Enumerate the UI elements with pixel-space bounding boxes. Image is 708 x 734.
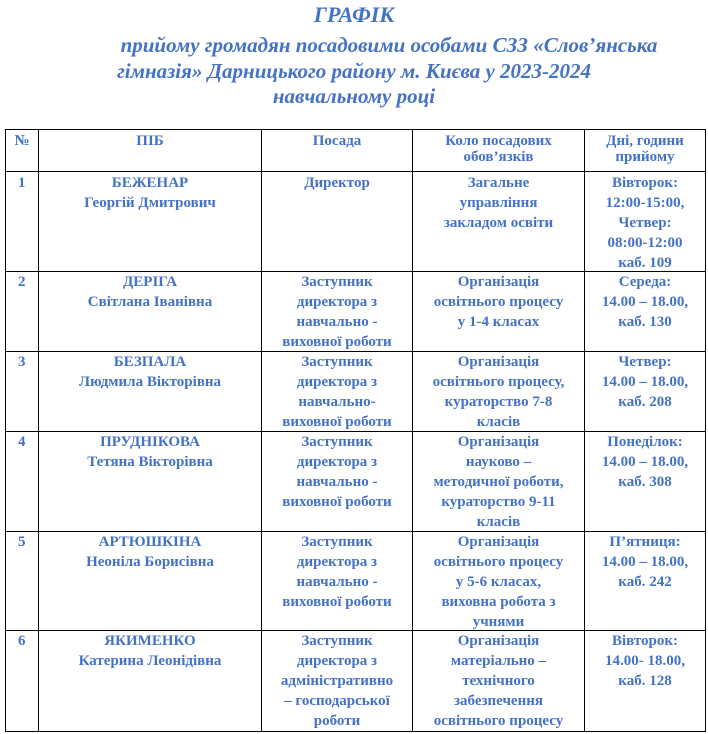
schedule-line: Вівторок: xyxy=(611,175,679,191)
position-cell xyxy=(262,432,413,532)
duties-line: технічного xyxy=(462,673,535,689)
position-line: виховної роботи xyxy=(282,594,392,610)
position-line: Директор xyxy=(304,175,370,191)
person-name-cell xyxy=(39,272,262,352)
schedule-cell xyxy=(585,432,706,532)
table-row xyxy=(6,532,706,631)
schedule-line: 14.00- 18.00, xyxy=(605,653,685,669)
header-number: № xyxy=(6,130,39,172)
duties-line: науково – xyxy=(465,454,532,470)
subtitle-line: навчальному році xyxy=(272,84,436,108)
schedule-line: Понеділок: xyxy=(607,434,683,450)
duties-cell xyxy=(413,532,585,631)
row-number: 4 xyxy=(6,432,39,532)
position-line: директора з xyxy=(296,374,378,390)
duties-cell xyxy=(413,352,585,432)
table-row xyxy=(6,172,706,272)
duties-line: кураторство 9-11 xyxy=(441,494,556,510)
schedule-table xyxy=(5,129,706,732)
given-names: Людмила Вікторівна xyxy=(78,374,222,390)
duties-cell xyxy=(413,631,585,732)
table-row xyxy=(6,432,706,532)
duties-line: Організація xyxy=(457,633,540,649)
duties-cell xyxy=(413,172,585,272)
table-header-row xyxy=(6,130,706,172)
table-row xyxy=(6,272,706,352)
duties-line: управління xyxy=(459,195,538,211)
header-schedule: Дні, години прийому xyxy=(585,130,706,172)
duties-line: матеріально – xyxy=(450,653,547,669)
duties-line: учнями xyxy=(472,614,525,630)
duties-line: Організація xyxy=(457,534,540,550)
header-duties: Коло посадових обов’язків xyxy=(413,130,585,172)
duties-line: класів xyxy=(476,514,521,530)
duties-line: Організація xyxy=(457,354,540,370)
duties-line: Організація xyxy=(457,274,540,290)
surname: ПРУДНІКОВА xyxy=(100,434,200,450)
position-line: Заступник xyxy=(301,534,373,550)
duties-line: Загальне xyxy=(467,175,530,191)
schedule-line: каб. 130 xyxy=(618,314,672,330)
schedule-line: каб. 208 xyxy=(618,394,672,410)
given-names: Тетяна Вікторівна xyxy=(87,454,213,470)
given-names: Неоніла Борисівна xyxy=(86,554,214,570)
person-name-cell xyxy=(39,532,262,631)
surname: БЕЖЕНАР xyxy=(111,175,189,191)
position-line: Заступник xyxy=(301,354,373,370)
person-name-cell xyxy=(39,172,262,272)
position-line: роботи xyxy=(313,713,361,729)
schedule-line: каб. 242 xyxy=(618,574,672,590)
duties-line: Організація xyxy=(457,434,540,450)
schedule-line: 14.00 – 18.00, xyxy=(601,454,689,470)
surname: ДЕРІГА xyxy=(122,274,178,290)
schedule-line: каб. 109 xyxy=(618,255,672,271)
person-name-cell xyxy=(39,432,262,532)
given-names: Георгій Дмитрович xyxy=(84,195,216,211)
position-cell xyxy=(262,631,413,732)
position-line: Заступник xyxy=(301,274,373,290)
duties-line: освітнього процесу, xyxy=(432,374,565,390)
row-number: 2 xyxy=(6,272,39,352)
schedule-line: каб. 308 xyxy=(618,474,672,490)
schedule-cell xyxy=(585,631,706,732)
position-cell xyxy=(262,172,413,272)
position-line: навчально - xyxy=(296,314,378,330)
schedule-cell xyxy=(585,172,706,272)
document-subtitle xyxy=(0,33,708,110)
schedule-line: Четвер: xyxy=(618,215,672,231)
schedule-line: 08:00-12:00 xyxy=(607,235,683,251)
subtitle-line: прийому громадян посадовими особами СЗЗ «Слов’янська xyxy=(120,33,658,57)
position-line: директора з xyxy=(296,554,378,570)
schedule-cell xyxy=(585,272,706,352)
duties-line: освітнього процесу xyxy=(433,294,564,310)
position-line: навчально- xyxy=(298,394,376,410)
header-position: Посада xyxy=(262,130,413,172)
position-line: виховної роботи xyxy=(282,414,392,430)
schedule-line: 14.00 – 18.00, xyxy=(601,554,689,570)
position-line: директора з xyxy=(296,653,378,669)
position-line: директора з xyxy=(296,454,378,470)
duties-line: закладом освіти xyxy=(443,215,554,231)
position-cell xyxy=(262,272,413,352)
schedule-line: каб. 128 xyxy=(618,673,672,689)
duties-line: освітнього процесу xyxy=(433,554,564,570)
position-cell xyxy=(262,352,413,432)
position-line: навчально - xyxy=(296,574,378,590)
duties-line: у 5-6 класах, xyxy=(455,574,542,590)
position-cell xyxy=(262,532,413,631)
duties-cell xyxy=(413,272,585,352)
schedule-line: П’ятниця: xyxy=(609,534,681,550)
table-row xyxy=(6,352,706,432)
schedule-line: Середа: xyxy=(618,274,672,290)
schedule-line: 14.00 – 18.00, xyxy=(601,374,689,390)
duties-line: методичної роботи, xyxy=(433,474,564,490)
position-line: навчально - xyxy=(296,474,378,490)
surname: ЯКИМЕНКО xyxy=(104,633,196,649)
duties-line: освітнього процесу xyxy=(433,713,564,729)
given-names: Катерина Леонідівна xyxy=(78,653,222,669)
duties-line: у 1-4 класах xyxy=(457,314,540,330)
surname: АРТЮШКІНА xyxy=(98,534,202,550)
table-row xyxy=(6,631,706,732)
position-line: Заступник xyxy=(301,633,373,649)
person-name-cell xyxy=(39,352,262,432)
schedule-line: 12:00-15:00, xyxy=(605,195,685,211)
schedule-line: Четвер: xyxy=(618,354,672,370)
row-number: 6 xyxy=(6,631,39,732)
position-line: виховної роботи xyxy=(282,494,392,510)
subtitle-line: гімназія» Дарницького району м. Києва у 2023-2024 xyxy=(116,58,592,83)
position-line: – господарської xyxy=(284,693,390,709)
header-name: ПІБ xyxy=(39,130,262,172)
position-line: Заступник xyxy=(301,434,373,450)
row-number: 1 xyxy=(6,172,39,272)
duties-line: виховна робота з xyxy=(441,594,556,610)
schedule-line: 14.00 – 18.00, xyxy=(601,294,689,310)
person-name-cell xyxy=(39,631,262,732)
position-line: виховної роботи xyxy=(282,334,392,350)
position-line: директора з xyxy=(296,294,378,310)
schedule-line: Вівторок: xyxy=(611,633,679,649)
schedule-cell xyxy=(585,532,706,631)
duties-cell xyxy=(413,432,585,532)
given-names: Світлана Іванівна xyxy=(87,294,213,310)
duties-line: класів xyxy=(476,414,521,430)
document-title: ГРАФІК xyxy=(313,2,395,27)
schedule-cell xyxy=(585,352,706,432)
row-number: 5 xyxy=(6,532,39,631)
row-number: 3 xyxy=(6,352,39,432)
position-line: адміністративно xyxy=(280,673,394,689)
duties-line: забезпечення xyxy=(454,693,543,709)
duties-line: кураторство 7-8 xyxy=(444,394,553,410)
surname: БЕЗПАЛА xyxy=(113,354,187,370)
